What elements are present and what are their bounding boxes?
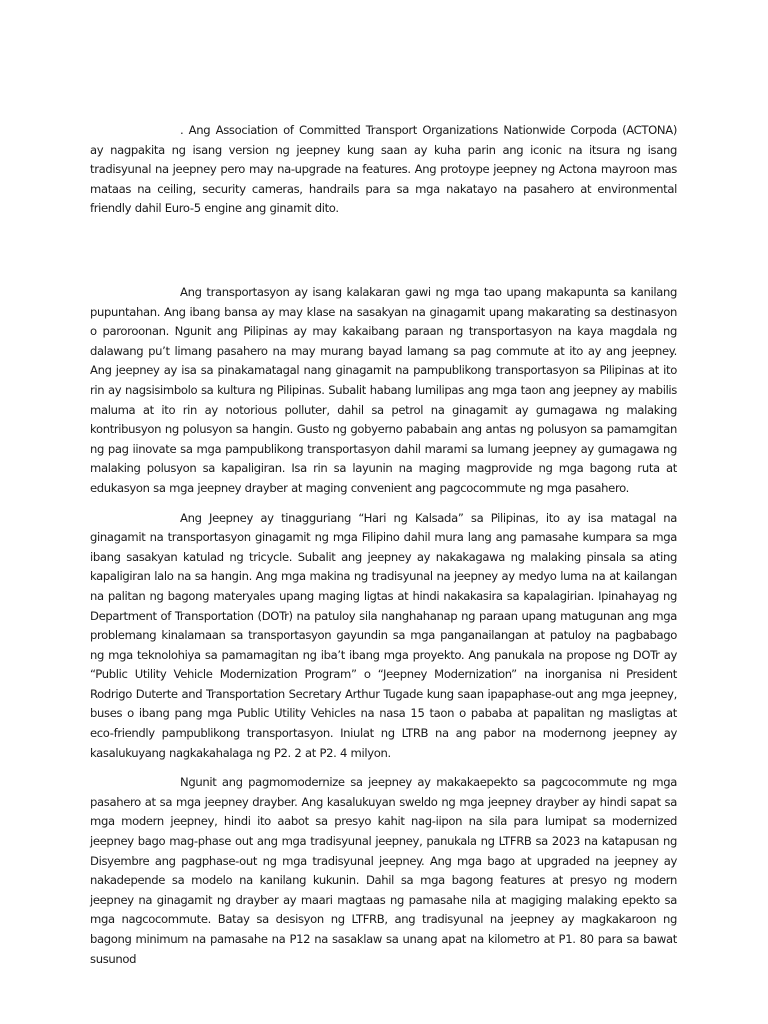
paragraph-transportation-intro: Ang transportasyon ay isang kalakaran gawi ng mga tao upang makapunta sa kanilang pupuntahan. Ang ibang bansa ay may klase na sasakyan na ginagamit upang makarating sa destinasyon o paroroonan. Ngunit ang Pilipinas ay may kakaibang paraan ng transportasyon na kaya magdala ng dalawang pu’t limang pasahero na may murang bayad lamang sa pag commute at ito ay ang jeepney. Ang jeepney ay isa sa pinakamatagal nang ginagamit na pampublikong transportasyon sa Pilipinas at ito rin ay nagsisimbolo sa kultura ng Pilipinas. Subalit habang lumilipas ang mga taon ang jeepney ay mabilis maluma at ito rin ay notorious polluter, dahil sa petrol na ginagamit ay gumagawa ng malaking kontribusyon ng polusyon sa hangin. Gusto ng gobyerno pababain ang antas ng polusyon sa pamamgitan ng pag iinovate sa mga pampublikong transportasyon dahil marami sa lumang jeepney ay gumagawa ng malaking polusyon sa kapaligiran. Isa rin sa layunin na maging magprovide ng mga bagong ruta at edukasyon sa mga jeepney drayber at maging convenient ang pagcocommute ng mga pasahero. [90, 285, 677, 495]
paragraph-modernization-effects: Ngunit ang pagmomodernize sa jeepney ay makakaepekto sa pagcocommute ng mga pasahero at sa mga jeepney drayber. Ang kasalukuyan sweldo ng mga jeepney drayber ay hindi sapat sa mga modern jeepney, hindi ito aabot sa presyo kahit nag-iipon na sila para lumipat sa modernized jeepney bago mag-phase out ang mga tradisyunal jeepney, panukala ng LTFRB sa 2023 na katapusan ng Disyembre ang pagphase-out ng mga tradisyunal jeepney. Ang mga bago at upgraded na jeepney ay nakadepende sa modelo na kanilang kukunin. Dahil sa mga bagong features at presyo ng modern jeepney na ginagamit ng drayber ay maari magtaas ng pamasahe nila at magiging malaking epekto sa mga nagcocommute. Batay sa desisyon ng LTFRB, ang tradisyunal na jeepney ay magkakaroon ng bagong minimum na pamasahe na P12 na sasaklaw sa unang apat na kilometro at P1. 80 para sa bawat susunod [90, 775, 677, 966]
opening-text-block [90, 121, 677, 219]
main-text-block [90, 283, 677, 969]
paragraph-hari-ng-kalsada: Ang Jeepney ay tinagguriang “Hari ng Kalsada” sa Pilipinas, ito ay isa matagal na ginagamit na transportasyon ginagamit ng mga Filipino dahil mura lang ang pamasahe kumpara sa mga ibang sasakyan katulad ng tricycle. Subalit ang jeepney ay nakakagawa ng malaking pinsala sa ating kapaligiran lalo na sa hangin. Ang mga makina ng tradisyunal na jeepney ay medyo luma na at kailangan na palitan ng bagong materyales upang maging ligtas at hindi nakakasira sa kapalagirian. Ipinahayag ng Department of Transportation (DOTr) na patuloy sila nanghahanap ng paraan upang matugunan ang mga problemang kinalamaan sa transportasyon gayundin sa mga panganailangan at patuloy na pagbabago ng mga teknolohiya sa pamamagitan ng iba’t ibang mga proyekto. Ang panukala na propose ng DOTr ay “Public Utility Vehicle Modernization Program” o “Jeepney Modernization” na inorganisa ni President Rodrigo Duterte and Transportation Secretary Arthur Tugade kung saan ipapaphase-out ang mga jeepney, buses o ibang pang mga Public Utility Vehicles na nasa 15 taon o pababa at papalitan ng masligtas at eco-friendly pampublikong transportasyon. Iniulat ng LTRB na ang pabor na modernong jeepney ay kasalukuyang nagkakahalaga ng P2. 2 at P2. 4 milyon. [90, 510, 677, 760]
paragraph-actona-prototype: . Ang Association of Committed Transport Organizations Nationwide Corpoda (ACTONA) ay nagpakita ng isang version ng jeepney kung saan ay kuha parin ang iconic na itsura ng isang tradisyunal na jeepney pero may na-upgrade na features. Ang protoype jeepney ng Actona mayroon mas mataas na ceiling, security cameras, handrails para sa mga nakatayo na pasahero at environmental friendly dahil Euro-5 engine ang ginamit dito. [90, 123, 677, 216]
